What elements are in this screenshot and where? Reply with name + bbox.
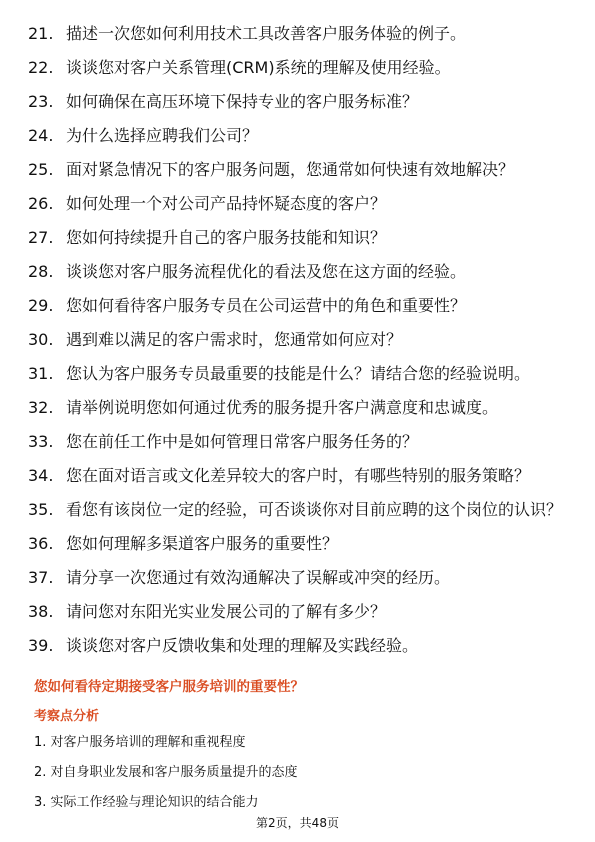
question-item [28, 600, 568, 624]
question-number: 36. [28, 534, 54, 553]
question-number: 30. [28, 330, 54, 349]
question-text: 如何确保在高压环境下保持专业的客户服务标准？ [66, 92, 419, 111]
question-item [28, 362, 568, 386]
question-number: 23. [28, 92, 54, 111]
question-number: 22. [28, 58, 54, 77]
question-number: 29. [28, 296, 54, 315]
question-item [28, 464, 568, 488]
question-item [28, 56, 568, 80]
question-text: 谈谈您对客户服务流程优化的看法及您在这方面的经验。 [66, 262, 467, 281]
question-text: 如何处理一个对公司产品持怀疑态度的客户？ [66, 194, 387, 213]
question-text: 遇到难以满足的客户需求时，您通常如何应对？ [66, 330, 403, 349]
question-text: 您如何看待客户服务专员在公司运营中的角色和重要性？ [66, 296, 467, 315]
question-text: 您认为客户服务专员最重要的技能是什么？请结合您的经验说明。 [66, 364, 531, 383]
question-text: 描述一次您如何利用技术工具改善客户服务体验的例子。 [66, 24, 467, 43]
page-footer: 第2页，共48页 [256, 816, 339, 830]
question-text: 您在面对语言或文化差异较大的客户时，有哪些特别的服务策略？ [66, 466, 531, 485]
question-number: 24. [28, 126, 54, 145]
question-item [28, 260, 568, 284]
analysis-point: 1. 对客户服务培训的理解和重视程度 [34, 735, 246, 750]
question-number: 26. [28, 194, 54, 213]
question-number: 31. [28, 364, 54, 383]
question-text: 谈谈您对客户反馈收集和处理的理解及实践经验。 [66, 636, 419, 655]
question-text: 为什么选择应聘我们公司？ [66, 126, 259, 145]
question-number: 38. [28, 602, 54, 621]
question-number: 25. [28, 160, 54, 179]
question-item [28, 226, 568, 250]
question-text: 看您有该岗位一定的经验，可否谈谈你对目前应聘的这个岗位的认识？ [66, 500, 563, 519]
question-number: 39. [28, 636, 54, 655]
question-text: 您如何持续提升自己的客户服务技能和知识？ [66, 228, 387, 247]
question-item [28, 124, 568, 148]
question-number: 34. [28, 466, 54, 485]
question-text: 您如何理解多渠道客户服务的重要性？ [66, 534, 339, 553]
analysis-title: 考察点分析 [34, 709, 100, 724]
question-item [28, 396, 568, 420]
analysis-point: 3. 实际工作经验与理论知识的结合能力 [34, 795, 259, 810]
question-item [28, 90, 568, 114]
question-item [28, 566, 568, 590]
question-item [28, 498, 568, 522]
section-title: 您如何看待定期接受客户服务培训的重要性？ [34, 679, 304, 695]
question-text: 请问您对东阳光实业发展公司的了解有多少？ [66, 602, 387, 621]
question-item [28, 294, 568, 318]
question-item [28, 532, 568, 556]
question-item [28, 192, 568, 216]
question-number: 32. [28, 398, 54, 417]
question-text: 谈谈您对客户关系管理(CRM)系统的理解及使用经验。 [66, 58, 451, 77]
question-text: 请分享一次您通过有效沟通解决了误解或冲突的经历。 [66, 568, 451, 587]
analysis-point: 2. 对自身职业发展和客户服务质量提升的态度 [34, 765, 298, 780]
question-item [28, 634, 568, 658]
question-number: 37. [28, 568, 54, 587]
question-number: 27. [28, 228, 54, 247]
question-number: 28. [28, 262, 54, 281]
question-text: 面对紧急情况下的客户服务问题，您通常如何快速有效地解决？ [66, 160, 515, 179]
question-item [28, 328, 568, 352]
question-number: 21. [28, 24, 54, 43]
question-text: 请举例说明您如何通过优秀的服务提升客户满意度和忠诚度。 [66, 398, 499, 417]
question-number: 35. [28, 500, 54, 519]
question-list [28, 22, 568, 668]
question-item [28, 22, 568, 46]
question-text: 您在前任工作中是如何管理日常客户服务任务的？ [66, 432, 419, 451]
analysis-points [34, 734, 564, 824]
question-item [28, 430, 568, 454]
question-item [28, 158, 568, 182]
question-number: 33. [28, 432, 54, 451]
